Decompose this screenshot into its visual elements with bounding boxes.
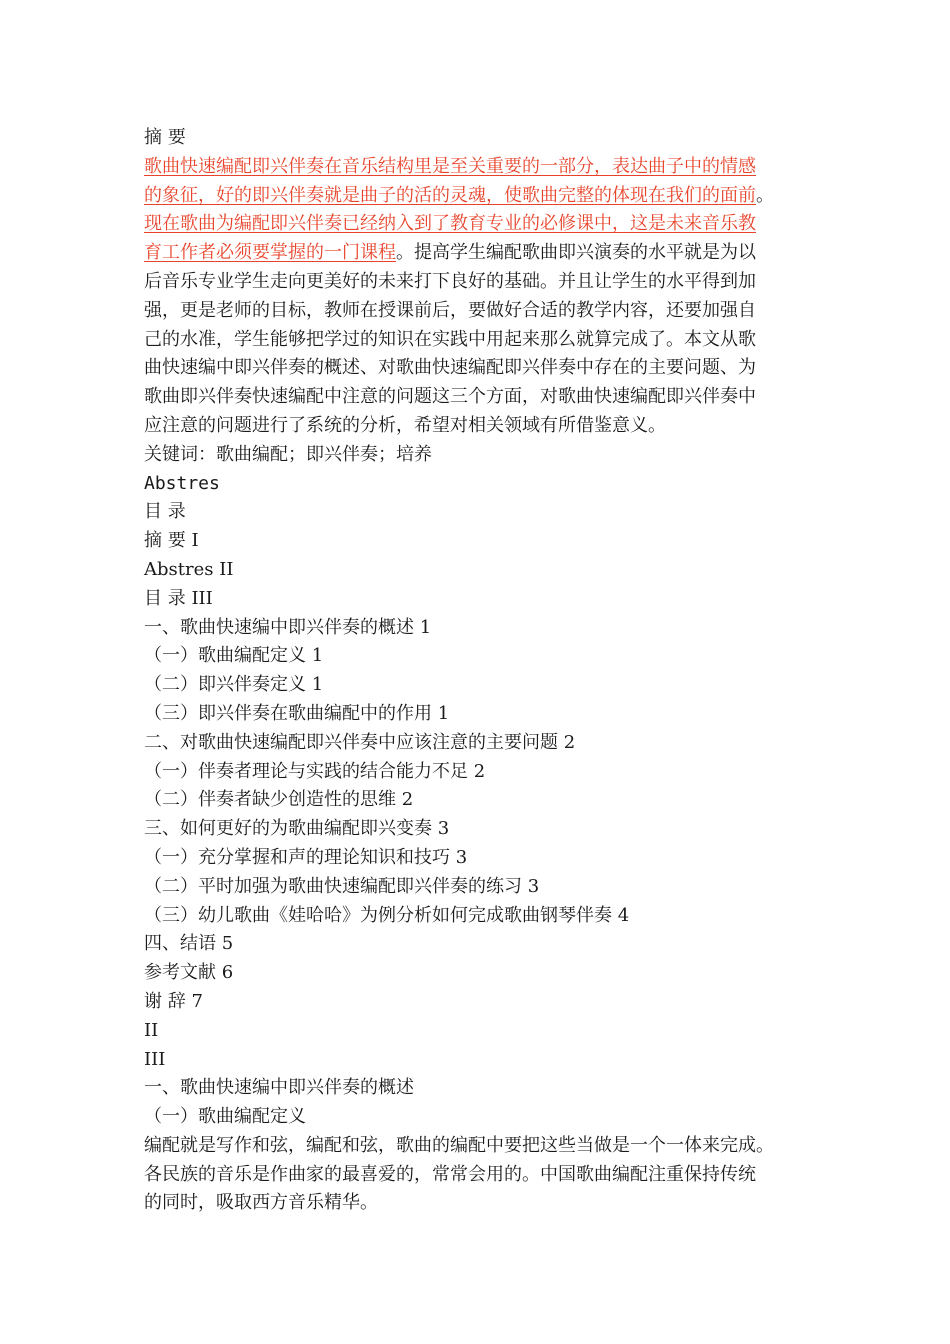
toc-item: （三）即兴伴奏在歌曲编配中的作用 1 xyxy=(144,702,450,724)
toc-item: （二）伴奏者缺少创造性的思维 2 xyxy=(144,789,414,811)
toc-item: 四、结语 5 xyxy=(144,933,234,955)
chapter-heading: 一、歌曲快速编中即兴伴奏的概述 xyxy=(144,1077,414,1099)
body-line: 的同时，吸取西方音乐精华。 xyxy=(144,1192,378,1214)
toc-item: 参考文献 6 xyxy=(144,962,234,984)
abstract-line xyxy=(144,412,810,441)
section-body xyxy=(144,1132,824,1218)
toc-item: 摘 要 I xyxy=(144,530,199,552)
plain-text: 。 xyxy=(756,184,774,206)
plain-text: 己的水准，学生能够把学过的知识在实践中用起来那么就算完成了。本文从歌 xyxy=(144,328,756,350)
toc-item: （一）歌曲编配定义 1 xyxy=(144,645,324,667)
toc-item: 三、如何更好的为歌曲编配即兴变奏 3 xyxy=(144,818,450,840)
table-of-contents xyxy=(144,527,824,1017)
highlighted-text: 现在歌曲为编配即兴伴奏已经纳入到了教育专业的必修课中，这是未来音乐教 xyxy=(144,213,756,235)
abstract-line xyxy=(144,239,810,268)
toc-item: （二）即兴伴奏定义 1 xyxy=(144,674,324,696)
abstres-heading: Abstres xyxy=(144,472,220,494)
toc-item: 谢 辞 7 xyxy=(144,990,203,1012)
page-marker: II xyxy=(144,1019,159,1041)
plain-text: 后音乐专业学生走向更美好的未来打下良好的基础。并且让学生的水平得到加 xyxy=(144,270,756,292)
abstract-line xyxy=(144,153,810,182)
highlighted-text: 育工作者必须要掌握的一门课程 xyxy=(144,242,396,264)
plain-text: 强，更是老师的目标，教师在授课前后，要做好合适的教学内容，还要加强自 xyxy=(144,299,756,321)
toc-item: 二、对歌曲快速编配即兴伴奏中应该注意的主要问题 2 xyxy=(144,731,576,753)
toc-item: 目 录 III xyxy=(144,587,213,609)
toc-item: （一）伴奏者理论与实践的结合能力不足 2 xyxy=(144,760,486,782)
abstract-heading: 摘 要 xyxy=(144,127,186,148)
page-marker: III xyxy=(144,1048,166,1070)
abstract-line xyxy=(144,182,810,211)
abstract-line xyxy=(144,354,810,383)
toc-item: Abstres II xyxy=(144,558,234,580)
plain-text: 歌曲即兴伴奏快速编配中注意的问题这三个方面，对歌曲快速编配即兴伴奏中 xyxy=(144,386,756,408)
toc-item: （三）幼儿歌曲《娃哈哈》为例分析如何完成歌曲钢琴伴奏 4 xyxy=(144,904,630,926)
abstract-line xyxy=(144,383,810,412)
abstract-line xyxy=(144,210,810,239)
abstract-line xyxy=(144,326,810,355)
section-heading: （一）歌曲编配定义 xyxy=(144,1106,306,1128)
abstract-line xyxy=(144,268,810,297)
body-line: 各民族的音乐是作曲家的最喜爱的，常常会用的。中国歌曲编配注重保持传统 xyxy=(144,1163,756,1185)
plain-text: 曲快速编中即兴伴奏的概述、对歌曲快速编配即兴伴奏中存在的主要问题、为 xyxy=(144,357,756,379)
highlighted-text: 歌曲快速编配即兴伴奏在音乐结构里是至关重要的一部分，表达曲子中的情感 xyxy=(144,155,756,177)
toc-item: 一、歌曲快速编中即兴伴奏的概述 1 xyxy=(144,616,432,638)
toc-item: （二）平时加强为歌曲快速编配即兴伴奏的练习 3 xyxy=(144,875,540,897)
abstract-line xyxy=(144,297,810,326)
toc-heading: 目 录 xyxy=(144,501,186,523)
highlighted-text: 的象征，好的即兴伴奏就是曲子的活的灵魂，使歌曲完整的体现在我们的面前 xyxy=(144,184,756,206)
document-content xyxy=(144,124,824,1218)
abstract-body xyxy=(144,153,810,441)
plain-text: 应注意的问题进行了系统的分析，希望对相关领域有所借鉴意义。 xyxy=(144,414,666,436)
body-line: 编配就是写作和弦，编配和弦，歌曲的编配中要把这些当做是一个一体来完成。 xyxy=(144,1134,774,1156)
plain-text: 。提高学生编配歌曲即兴演奏的水平就是为以 xyxy=(396,242,756,264)
toc-item: （一）充分掌握和声的理论知识和技巧 3 xyxy=(144,846,468,868)
keywords: 关键词：歌曲编配；即兴伴奏；培养 xyxy=(144,443,432,465)
